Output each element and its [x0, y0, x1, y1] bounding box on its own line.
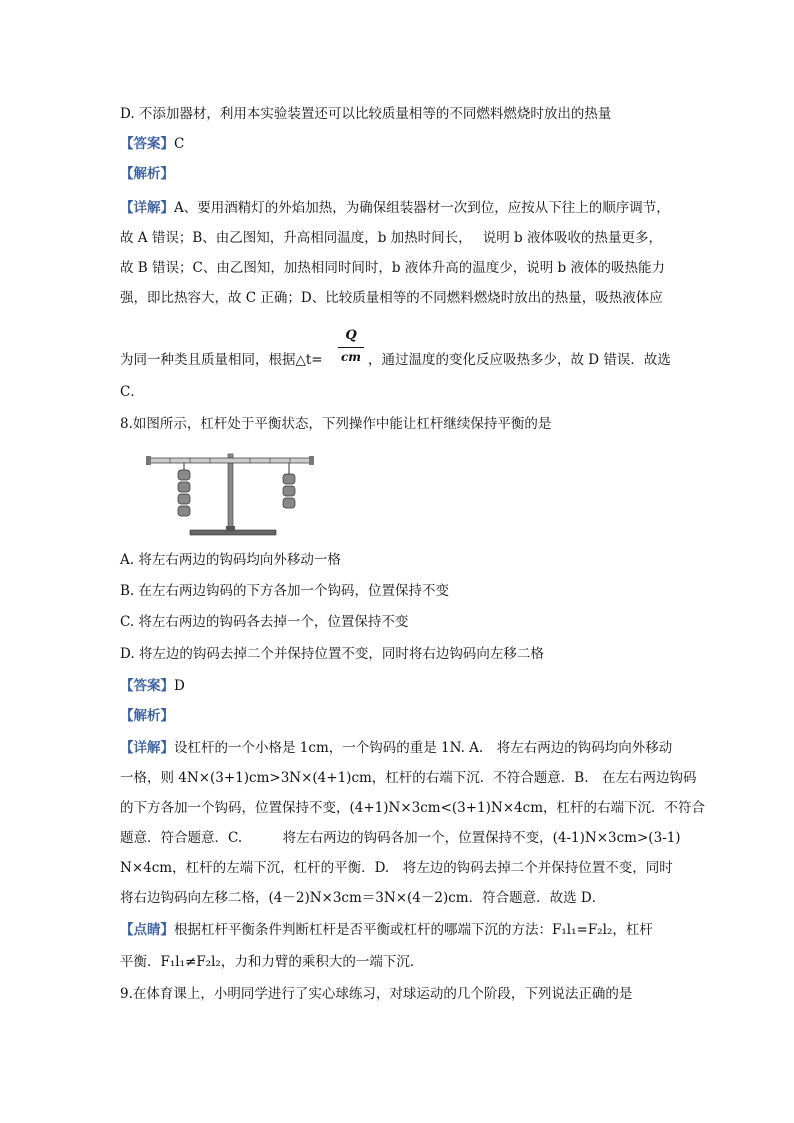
q7-option-d: D. 不添加器材，利用本实验装置还可以比较质量相等的不同燃料燃烧时放出的热量 [120, 106, 612, 122]
q7-detail-line-5b: ，通过温度的变化反应吸热多少，故 D 错误．故选 [368, 352, 671, 368]
lever-figure [140, 448, 320, 544]
answer-tag: 【答案】 [120, 136, 174, 152]
q7-analysis-tag: 【解析】 [120, 166, 174, 182]
q8-detail-line-1: 【详解】设杠杆的一个小格是 1cm，一个钩码的重是 1N. A. 将左右两边的钩码均向外移动 [120, 740, 673, 756]
q8-detail-line-4: 题意．符合题意．C. 将左右两边的钩码各加一个，位置保持不变，(4-1)N×3cm>(3-1) [120, 830, 681, 846]
q8-point-line-1: 【点睛】根据杠杆平衡条件判断杠杆是否平衡或杠杆的哪端下沉的方法：F₁l₁=F₂l₂，杠杆 [120, 922, 653, 938]
q8-detail-line-2: 一格，则 4N×(3+1)cm>3N×(4+1)cm，杠杆的右端下沉．不符合题意．B. 在左右两边钩码 [120, 770, 697, 786]
right-hook-weights [283, 463, 295, 508]
fraction-bar [338, 347, 364, 348]
q8-option-d: D. 将左边的钩码去掉二个并保持位置不变，同时将右边钩码向左移二格 [120, 646, 544, 662]
detail-tag: 【详解】 [120, 740, 174, 756]
q8-option-a: A. 将左右两边的钩码均向外移动一格 [120, 552, 341, 568]
q8-point-line-2: 平衡．F₁l₁≠F₂l₂，力和力臂的乘积大的一端下沉． [120, 954, 424, 970]
q8-detail-line-6: 将右边钩码向左移二格，(4－2)N×3cm＝3N×(4－2)cm．符合题意．故选 D． [120, 890, 606, 906]
q8-option-b: B. 在左右两边钩码的下方各加一个钩码，位置保持不变 [120, 583, 450, 599]
q9-stem: 9.在体育课上，小明同学进行了实心球练习，对球运动的几个阶段，下列说法正确的是 [120, 986, 633, 1002]
q8-detail-line-5: N×4cm，杠杆的左端下沉，杠杆的平衡．D. 将左边的钩码去掉二个并保持位置不变，同时 [120, 860, 673, 876]
left-hook-weights [178, 463, 190, 516]
q8-answer [120, 676, 185, 696]
answer-value: D [174, 678, 185, 694]
answer-tag: 【答案】 [120, 678, 174, 694]
answer-value: C [174, 136, 185, 152]
q8-detail-line-3: 的下方各加一个钩码，位置保持不变，(4+1)N×3cm<(3+1)N×4cm，杠杆的右端下沉．不符合 [120, 800, 706, 816]
q7-answer [120, 134, 184, 154]
q8-option-c: C. 将左右两边的钩码各去掉一个，位置保持不变 [120, 614, 409, 630]
q7-detail-line-4: 强，即比热容大，故 C 正确；D、比较质量相等的不同燃料燃烧时放出的热量，吸热液体应 [120, 290, 663, 306]
q7-detail-line-1: 【详解】A、要用酒精灯的外焰加热，为确保组装器材一次到位，应按从下往上的顺序调节， [120, 200, 670, 216]
q7-detail-line-2: 故 A 错误；B、由乙图知，升高相同温度，b 加热时间长， 说明 b 液体吸收的热量更多， [120, 230, 662, 246]
point-tag: 【点睛】 [120, 922, 174, 938]
q8-analysis-tag: 【解析】 [120, 708, 174, 724]
lever-stand [190, 454, 276, 535]
detail-tag: 【详解】 [120, 200, 174, 216]
q7-detail-line-6: C． [120, 384, 144, 400]
q7-detail-line-5a: 为同一种类且质量相同，根据△t= [120, 352, 323, 368]
formula-numerator: Q [345, 328, 357, 343]
formula-denominator: cm [340, 350, 361, 364]
q8-stem: 8.如图所示，杠杆处于平衡状态，下列操作中能让杠杆继续保持平衡的是 [120, 416, 552, 432]
q7-detail-line-3: 故 B 错误；C、由乙图知，加热相同时间时，b 液体升高的温度少，说明 b 液体的吸热能力 [120, 260, 665, 276]
